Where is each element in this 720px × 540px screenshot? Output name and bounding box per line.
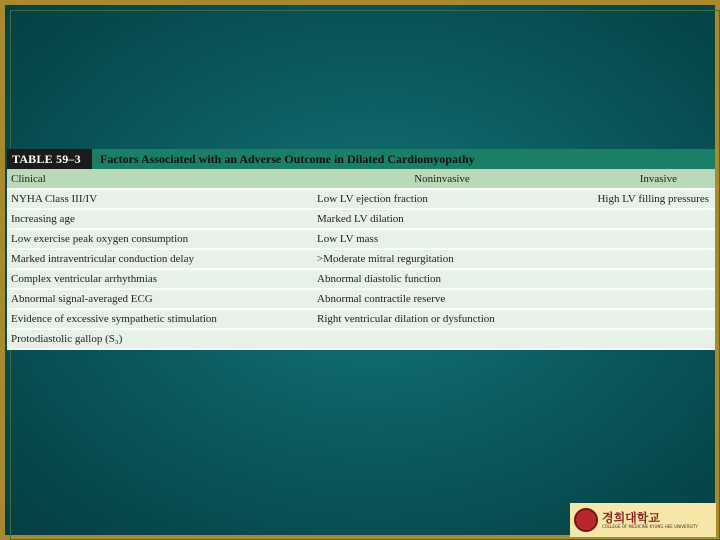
cell-invasive xyxy=(571,329,715,349)
cell-invasive: High LV filling pressures xyxy=(571,189,715,209)
cell-clinical: Low exercise peak oxygen consumption xyxy=(7,229,313,249)
cell-invasive xyxy=(571,229,715,249)
column-header-invasive: Invasive xyxy=(571,169,715,189)
cell-clinical: NYHA Class III/IV xyxy=(7,189,313,209)
cell-clinical: Complex ventricular arrhythmias xyxy=(7,269,313,289)
table-title-bar xyxy=(7,149,715,169)
cell-clinical: Abnormal signal-averaged ECG xyxy=(7,289,313,309)
table-row xyxy=(7,289,715,309)
cell-clinical: Increasing age xyxy=(7,209,313,229)
logo-subtitle: COLLEGE OF MEDICINE KYUNG HEE UNIVERSITY xyxy=(602,523,698,529)
university-seal-icon xyxy=(574,508,598,532)
cell-noninvasive: >Moderate mitral regurgitation xyxy=(313,249,571,269)
table-row xyxy=(7,189,715,209)
table-row xyxy=(7,209,715,229)
table-row xyxy=(7,269,715,289)
cell-invasive xyxy=(571,249,715,269)
data-table xyxy=(7,149,715,350)
cell-invasive xyxy=(571,209,715,229)
table-header-row xyxy=(7,169,715,189)
column-header-clinical: Clinical xyxy=(7,169,313,189)
university-logo xyxy=(570,503,716,537)
table-row xyxy=(7,229,715,249)
table-number: TABLE 59–3 xyxy=(7,149,92,169)
cell-noninvasive: Abnormal contractile reserve xyxy=(313,289,571,309)
cell-noninvasive: Marked LV dilation xyxy=(313,209,571,229)
table-row xyxy=(7,309,715,329)
cell-noninvasive: Abnormal diastolic function xyxy=(313,269,571,289)
cell-noninvasive: Right ventricular dilation or dysfunction xyxy=(313,309,571,329)
cell-invasive xyxy=(571,309,715,329)
column-header-noninvasive: Noninvasive xyxy=(313,169,571,189)
cell-noninvasive: Low LV mass xyxy=(313,229,571,249)
table-row xyxy=(7,249,715,269)
table-title: Factors Associated with an Adverse Outcome in Dilated Cardiomyopathy xyxy=(92,149,715,169)
table-row xyxy=(7,329,715,349)
cell-invasive xyxy=(571,289,715,309)
cell-noninvasive: Low LV ejection fraction xyxy=(313,189,571,209)
cell-noninvasive xyxy=(313,329,571,349)
cell-clinical: Protodiastolic gallop (S₃) xyxy=(7,329,313,349)
cell-clinical: Evidence of excessive sympathetic stimulation xyxy=(7,309,313,329)
logo-name: 경희대학교 xyxy=(602,510,660,525)
logo-text xyxy=(602,512,698,529)
table-grid xyxy=(7,169,715,350)
cell-clinical: Marked intraventricular conduction delay xyxy=(7,249,313,269)
cell-invasive xyxy=(571,269,715,289)
